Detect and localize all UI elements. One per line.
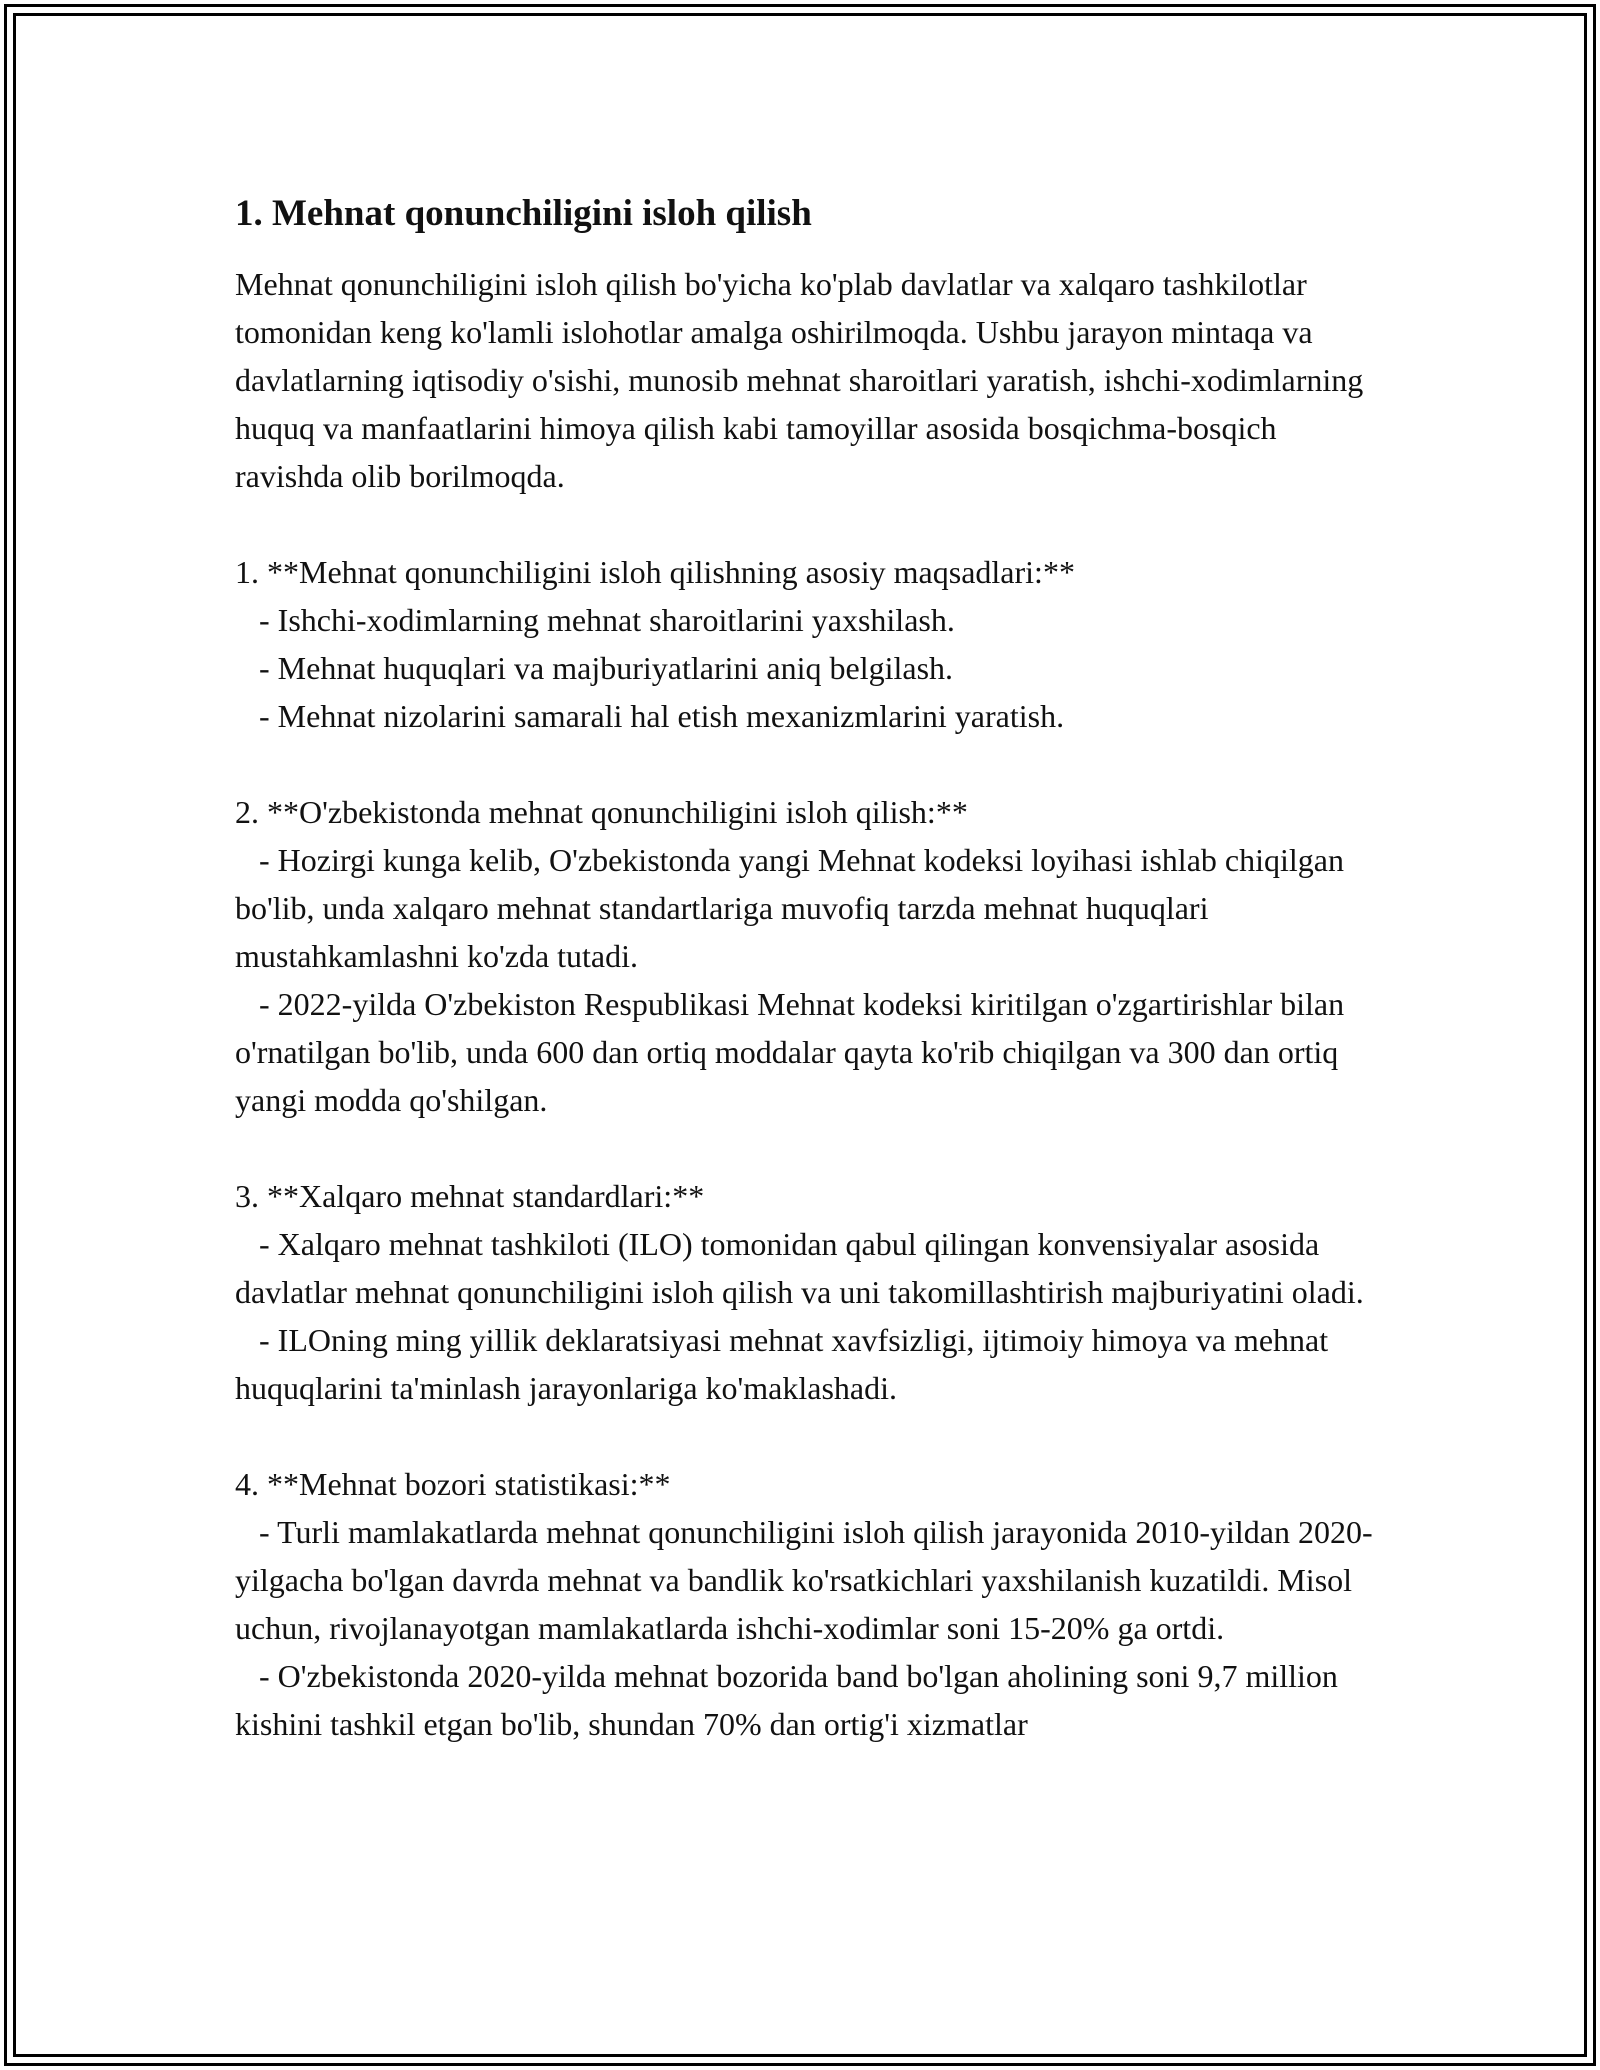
document-body [235, 190, 1375, 1748]
spacer [235, 740, 1375, 788]
list-item: - O'zbekistonda 2020-yilda mehnat bozorida band bo'lgan aholining soni 9,7 million kishini tashkil etgan bo'lib, shundan 70% dan ortig'i xizmatlar [235, 1658, 1346, 1742]
section-heading: 1. **Mehnat qonunchiligini isloh qilishning asosiy maqsadlari:** [235, 554, 1075, 590]
section-1 [235, 548, 1375, 740]
spacer [235, 500, 1375, 548]
spacer [235, 1124, 1375, 1172]
section-2 [235, 788, 1375, 1124]
list-item: - Ishchi-xodimlarning mehnat sharoitlarini yaxshilash. [235, 602, 955, 638]
intro-paragraph: Mehnat qonunchiligini isloh qilish bo'yicha ko'plab davlatlar va xalqaro tashkilotlar tomonidan keng ko'lamli islohotlar amalga oshirilmoqda. Ushbu jarayon mintaqa va davlatlarning iqtisodiy o'sishi, munosib mehnat sharoitlari yaratish, ishchi-xodimlarning huquq va manfaatlarini himoya qilish kabi tamoyillar asosida bosqichma-bosqich ravishda olib borilmoqda. [235, 266, 1364, 494]
section-4 [235, 1460, 1375, 1748]
section-heading: 3. **Xalqaro mehnat standardlari:** [235, 1178, 705, 1214]
document-title: 1. Mehnat qonunchiligini isloh qilish [235, 193, 812, 234]
section-3 [235, 1172, 1375, 1412]
list-item: - Hozirgi kunga kelib, O'zbekistonda yangi Mehnat kodeksi loyihasi ishlab chiqilgan bo'lib, unda xalqaro mehnat standartlariga muvofiq tarzda mehnat huquqlari mustahkamlashni ko'zda tutadi. [235, 842, 1352, 974]
list-item: - Mehnat huquqlari va majburiyatlarini aniq belgilash. [235, 650, 954, 686]
section-heading: 4. **Mehnat bozori statistikasi:** [235, 1466, 671, 1502]
list-item: - 2022-yilda O'zbekiston Respublikasi Mehnat kodeksi kiritilgan o'zgartirishlar bilan o'rnatilgan bo'lib, unda 600 dan ortiq moddalar qayta ko'rib chiqilgan va 300 dan ortiq yangi modda qo'shilgan. [235, 986, 1353, 1118]
section-heading: 2. **O'zbekistonda mehnat qonunchiligini isloh qilish:** [235, 794, 968, 830]
list-item: - Mehnat nizolarini samarali hal etish mexanizmlarini yaratish. [235, 698, 1065, 734]
spacer [235, 1412, 1375, 1460]
list-item: - Turli mamlakatlarda mehnat qonunchiligini isloh qilish jarayonida 2010-yildan 2020-yilgacha bo'lgan davrda mehnat va bandlik ko'rsatkichlari yaxshilanish kuzatildi. Misol uchun, rivojlanayotgan mamlakatlarda ishchi-xodimlar soni 15-20% ga ortdi. [235, 1514, 1373, 1646]
list-item: - Xalqaro mehnat tashkiloti (ILO) tomonidan qabul qilingan konvensiyalar asosida davlatlar mehnat qonunchiligini isloh qilish va uni takomillashtirish majburiyatini oladi. [235, 1226, 1364, 1310]
list-item: - ILOning ming yillik deklaratsiyasi mehnat xavfsizligi, ijtimoiy himoya va mehnat huquqlarini ta'minlash jarayonlariga ko'maklashadi. [235, 1322, 1337, 1406]
